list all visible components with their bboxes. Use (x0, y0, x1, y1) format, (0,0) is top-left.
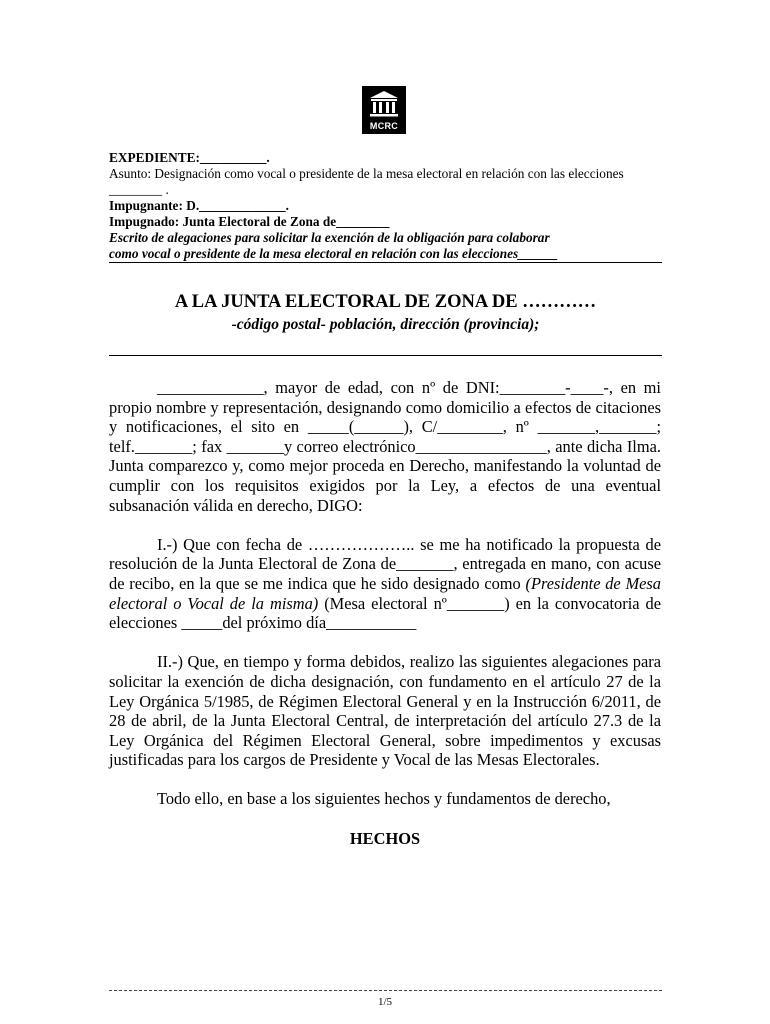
logo-text: MCRC (369, 121, 399, 131)
footer-divider (109, 990, 662, 991)
divider (109, 355, 662, 356)
asunto-line: Asunto: Designación como vocal o presidente de la mesa electoral en relación con las elecciones ________ . (109, 166, 624, 197)
paragraph-intro: _____________, mayor de edad, con nº de DNI:________-____-, en mi propio nombre y representación, designando como domicilio a efectos de citaciones y notificaciones, el sito en _____(______), C/________, nº _______,_______; telf._______; fax _______y correo electrónico________________, ante dicha Ilma. Junta comparezco y, como mejor proceda en Derecho, manifestando la voluntad de cumplir con los requisitos exigidos por la Ley, a efectos de una eventual subsanación válida en derecho, DIGO: (109, 378, 661, 515)
mcrc-logo (362, 86, 406, 134)
paragraph-closing: Todo ello, en base a los siguientes hechos y fundamentos de derecho, (157, 789, 611, 809)
paragraph-two: II.-) Que, en tiempo y forma debidos, realizo las siguientes alegaciones para solicitar la exención de dicha designación, con fundamento en el artículo 27 de la Ley Orgánica 5/1985, de Régimen Electoral General y en la Instrucción 6/2011, de 28 de abril, de la Junta Electoral Central, de interpretación del artículo 27.3 de la Ley Orgánica del Régimen Electoral General, sobre impedimentos y excusas justificadas para los cargos de Presidente y Vocal de las Mesas Electorales. (109, 652, 661, 770)
escrito-line-1: Escrito de alegaciones para solicitar la exención de la obligación para colaborar (109, 230, 550, 245)
document-header (109, 150, 662, 263)
page-number: 1/5 (377, 996, 393, 1008)
document-body (109, 378, 661, 868)
section-heading-hechos: HECHOS (349, 828, 421, 848)
impugnado-line: Impugnado: Junta Electoral de Zona de________ (109, 214, 390, 229)
impugnante-line: Impugnante: D._____________. (109, 198, 289, 213)
page-subtitle: -código postal- población, dirección (provincia); (231, 316, 540, 333)
institution-columns-icon (362, 86, 406, 120)
expediente-line: EXPEDIENTE:__________. (109, 150, 270, 165)
escrito-line-2: como vocal o presidente de la mesa electoral en relación con las elecciones______ (109, 246, 662, 263)
paragraph-one-text: I.-) Que con fecha de ……………….. se me ha notificado la propuesta de resolución de la Junta Electoral de Zona de_______, entregada en mano, con acuse de recibo, en la que se me indica que he sido designado como (109, 534, 661, 593)
page-title: A LA JUNTA ELECTORAL DE ZONA DE ………… (174, 292, 597, 312)
paragraph-one-end: (Mesa electoral nº_______) en la convocatoria de elecciones _____del próximo día___________ (109, 593, 661, 633)
paragraph-one (109, 535, 661, 633)
paragraph-one-italic: (Presidente de Mesa electoral o Vocal de la misma) (109, 573, 661, 613)
